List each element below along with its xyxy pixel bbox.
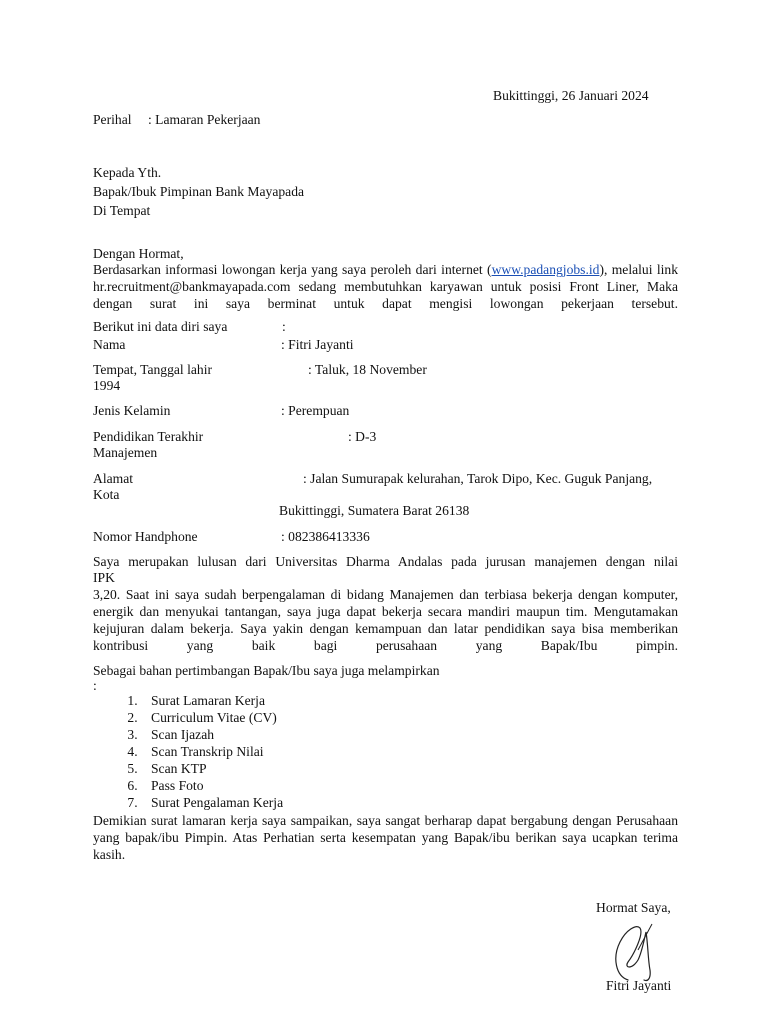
data-intro-colon: : xyxy=(282,319,286,334)
phone-value: : 082386413336 xyxy=(281,529,370,544)
address-cont: Kota xyxy=(93,487,120,502)
closing-paragraph: Demikian surat lamaran kerja saya sampaikan, saya sangat berharap dapat bergabung dengan Perusahaan yang bapak/ibu Pimpin. Atas Perhatian serta kesempatan yang Bapak/ibu berikan saya ucapkan terima kasih. xyxy=(93,813,678,862)
subject-label: Perihal xyxy=(93,112,132,127)
gender-label: Jenis Kelamin xyxy=(93,403,171,418)
attachment-item: 2. Curriculum Vitae (CV) xyxy=(141,709,283,726)
birth-value: : Taluk, 18 November xyxy=(308,362,427,377)
attachments-colon: : xyxy=(93,678,97,693)
attachments-intro: Sebagai bahan pertimbangan Bapak/Ibu saya juga melampirkan xyxy=(93,663,440,678)
salutation: Dengan Hormat, xyxy=(93,246,184,261)
data-intro-label: Berikut ini data diri saya xyxy=(93,319,228,334)
recipient-line-2: Bapak/Ibuk Pimpinan Bank Mayapada xyxy=(93,184,305,199)
recipient-line-1: Kepada Yth. xyxy=(93,165,162,180)
attachment-item: 7. Surat Pengalaman Kerja xyxy=(141,794,283,811)
education-value: : D-3 xyxy=(348,429,377,444)
address-line-2: Bukittinggi, Sumatera Barat 26138 xyxy=(279,503,470,518)
attachment-item: 5. Scan KTP xyxy=(141,760,283,777)
name-label: Nama xyxy=(93,337,126,352)
birth-year: 1994 xyxy=(93,378,121,393)
attachments-list xyxy=(93,692,283,811)
signoff: Hormat Saya, xyxy=(596,900,671,915)
signer-name: Fitri Jayanti xyxy=(606,978,672,993)
name-value: : Fitri Jayanti xyxy=(281,337,354,352)
education-label: Pendidikan Terakhir xyxy=(93,429,204,444)
attachment-item: 4. Scan Transkrip Nilai xyxy=(141,743,283,760)
birth-label: Tempat, Tanggal lahir xyxy=(93,362,213,377)
background-line-1: Saya merupakan lulusan dari Universitas Dharma Andalas pada jurusan manajemen dengan nilai xyxy=(93,554,678,569)
subject-value: : Lamaran Pekerjaan xyxy=(148,112,261,127)
attachment-item: 1. Surat Lamaran Kerja xyxy=(141,692,283,709)
address-label: Alamat xyxy=(93,471,134,486)
phone-label: Nomor Handphone xyxy=(93,529,198,544)
attachment-item: 3. Scan Ijazah xyxy=(141,726,283,743)
attachment-item: 6. Pass Foto xyxy=(141,777,283,794)
padangjobs-link[interactable]: www.padangjobs.id xyxy=(491,262,600,277)
education-cont: Manajemen xyxy=(93,445,158,460)
intro-text-1: Berdasarkan informasi lowongan kerja yang saya peroleh dari internet ( xyxy=(93,262,492,277)
gender-value: : Perempuan xyxy=(281,403,350,418)
intro-text-2: ), melalui link hr.recruitment@bankmayapada.com sedang membutuhkan karyawan untuk posisi Front Liner, Maka dengan surat ini saya berminat untuk dapat mengisi lowongan pekerjaan tersebut. xyxy=(93,262,678,311)
background-paragraph: 3,20. Saat ini saya sudah berpengalaman di bidang Manajemen dan terbiasa bekerja dengan komputer, energik dan menyukai tantangan, saya juga dapat bekerja secara mandiri maupun tim. Mengutamakan kejujuran dalam bekerja. Saya yakin dengan kemampuan dan latar pendidikan saya bisa memberikan kontribusi yang baik bagi perusahaan yang Bapak/Ibu pimpin. xyxy=(93,587,678,653)
address-value: : Jalan Sumurapak kelurahan, Tarok Dipo, Kec. Guguk Panjang, xyxy=(303,471,653,486)
recipient-line-3: Di Tempat xyxy=(93,203,151,218)
date-place: Bukittinggi, 26 Januari 2024 xyxy=(493,88,649,103)
background-ipk: IPK xyxy=(93,570,115,585)
